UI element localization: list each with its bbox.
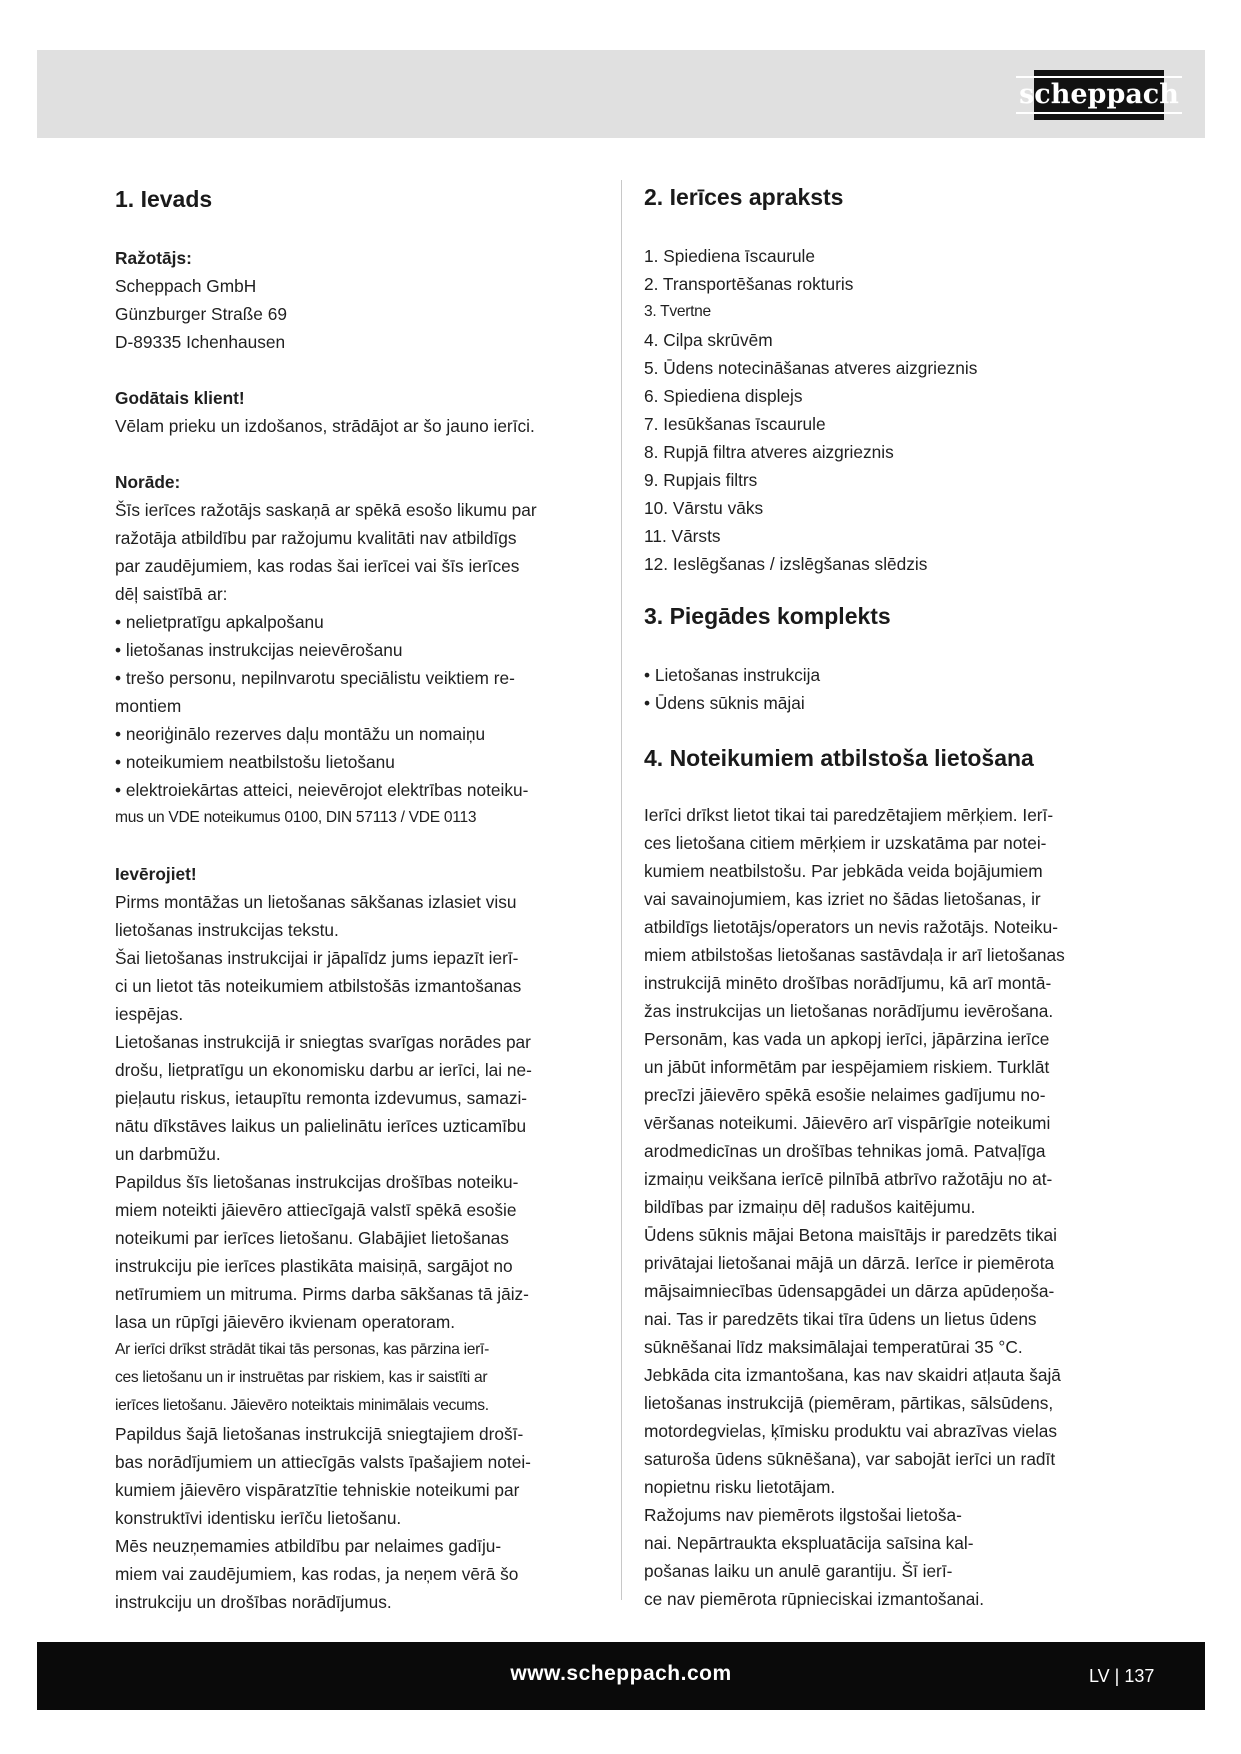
usage-line: precīzi jāievēro spēkā esošie nelaimes gadījumu no- (644, 1085, 1046, 1105)
manufacturer-line: D-89335 Ichenhausen (115, 332, 286, 352)
attention-line: kumiem jāievēro vispāratzītie tehniskie noteikumi par (115, 1480, 520, 1500)
part-item: 1. Spiediena īscaurule (644, 246, 816, 266)
attention-line: ces lietošanu un ir instruētas par riskiem, kas ir saistīti ar (115, 1369, 488, 1386)
usage-line: arodmedicīnas un drošības tehnikas jomā. Patvaļīga (644, 1141, 1046, 1161)
part-item: 12. Ieslēgšanas / izslēgšanas slēdzis (644, 554, 928, 574)
list-item: • neoriģinālo rezerves daļu montāžu un nomaiņu (115, 724, 486, 744)
manufacturer-line: Günzburger Straße 69 (115, 304, 287, 324)
usage-line: bildības par izmaiņu dēļ radušos kaitējumu. (644, 1197, 976, 1217)
section-heading-scope-of-delivery: 3. Piegādes komplekts (644, 603, 891, 629)
attention-line: Lietošanas instrukcijā ir sniegtas svarīgas norādes par (115, 1032, 531, 1052)
attention-line: bas norādījumiem un attiecīgās valsts īpašajiem notei- (115, 1452, 531, 1472)
list-item: mus un VDE noteikumus 0100, DIN 57113 / VDE 0113 (115, 809, 477, 826)
note-line: par zaudējumiem, kas rodas šai ierīcei vai šīs ierīces (115, 556, 520, 576)
usage-line: vēršanas noteikumi. Jāievēro arī vispārīgie noteikumi (644, 1113, 1051, 1133)
attention-line: miem vai zaudējumiem, kas rodas, ja neņem vērā šo (115, 1564, 519, 1584)
usage-line: ces lietošana citiem mērķiem ir uzskatāma par notei- (644, 833, 1047, 853)
greeting-label: Godātais klient! (115, 388, 245, 408)
attention-line: ci un lietot tās noteikumiem atbilstošās izmantošanas (115, 976, 522, 996)
attention-line: Pirms montāžas un lietošanas sākšanas izlasiet visu (115, 892, 517, 912)
footer-website-link[interactable]: www.scheppach.com (510, 1662, 732, 1685)
attention-line: lietošanas instrukcijas tekstu. (115, 920, 339, 940)
part-item: 11. Vārsts (644, 526, 721, 546)
manufacturer-label: Ražotājs: (115, 248, 192, 268)
usage-line: ce nav piemērota rūpnieciskai izmantošanai. (644, 1589, 985, 1609)
note-line: Šīs ierīces ražotājs saskaņā ar spēkā esošo likumu par (115, 500, 537, 520)
usage-line: nai. Nepārtraukta ekspluatācija saīsina kal- (644, 1533, 974, 1553)
usage-line: sūknēšanai līdz maksimālajai temperatūrai 35 °C. (644, 1337, 1023, 1357)
note-label: Norāde: (115, 472, 181, 492)
attention-line: konstruktīvi identisku ierīču lietošanu. (115, 1508, 402, 1528)
scope-item: • Ūdens sūknis mājai (644, 693, 805, 713)
part-item: 8. Rupjā filtra atveres aizgrieznis (644, 442, 894, 462)
usage-line: instrukcijā minēto drošības norādījumu, kā arī montā- (644, 973, 1052, 993)
attention-line: miem noteikti jāievēro attiecīgajā valstī spēkā esošie (115, 1200, 517, 1220)
part-item: 6. Spiediena displejs (644, 386, 803, 406)
usage-line: žas instrukcijas un lietošanas norādījumu ievērošana. (644, 1001, 1054, 1021)
usage-line: izmaiņu veikšana ierīcē pilnībā atbrīvo ražotāju no at- (644, 1169, 1053, 1189)
note-line: ražotāja atbildību par ražojumu kvalitāti nav atbildīgs (115, 528, 517, 548)
list-item: montiem (115, 696, 182, 716)
scope-item: • Lietošanas instrukcija (644, 665, 821, 685)
attention-line: pieļautu riskus, ietaupītu remonta izdevumus, samazi- (115, 1088, 528, 1108)
section-heading-introduction: 1. Ievads (115, 186, 213, 212)
part-item: 5. Ūdens notecināšanas atveres aizgrieznis (644, 358, 978, 378)
part-item: 3. Tvertne (644, 303, 711, 320)
usage-line: Jebkāda cita izmantošana, kas nav skaidri atļauta šajā (644, 1365, 1061, 1385)
attention-line: netīrumiem un mitruma. Pirms darba sākšanas tā jāiz- (115, 1284, 529, 1304)
list-item: • noteikumiem neatbilstošu lietošanu (115, 752, 395, 772)
usage-line: nopietnu risku lietotājam. (644, 1477, 836, 1497)
attention-line: Ar ierīci drīkst strādāt tikai tās personas, kas pārzina ierī- (115, 1341, 489, 1358)
usage-line: saturoša ūdens sūknēšana), var sabojāt ierīci un radīt (644, 1449, 1056, 1469)
usage-line: kumiem neatbilstošu. Par jebkāda veida bojājumiem (644, 861, 1043, 881)
usage-line: pošanas laiku un anulē garantiju. Šī ierī- (644, 1561, 953, 1581)
section-heading-intended-use: 4. Noteikumiem atbilstoša lietošana (644, 745, 1034, 771)
usage-line: Ierīci drīkst lietot tikai tai paredzētajiem mērķiem. Ierī- (644, 805, 1054, 825)
attention-line: Papildus šīs lietošanas instrukcijas drošības noteiku- (115, 1172, 519, 1192)
list-item: • trešo personu, nepilnvarotu speciālistu veiktiem re- (115, 668, 515, 688)
page-number: LV | 137 (1089, 1666, 1155, 1686)
usage-line: privātajai lietošanai mājā un dārzā. Ierīce ir piemērota (644, 1253, 1055, 1273)
attention-line: Šai lietošanas instrukcijai ir jāpalīdz jums iepazīt ierī- (115, 948, 519, 968)
usage-line: atbildīgs lietotājs/operators un nevis ražotājs. Noteiku- (644, 917, 1058, 937)
part-item: 4. Cilpa skrūvēm (644, 330, 773, 350)
attention-line: Mēs neuzņemamies atbildību par nelaimes gadīju- (115, 1536, 502, 1556)
attention-line: ierīces lietošanu. Jāievēro noteiktais minimālais vecums. (115, 1397, 489, 1414)
attention-line: un darbmūžu. (115, 1144, 221, 1164)
note-line: dēļ saistībā ar: (115, 584, 228, 604)
usage-line: mājsaimniecības ūdensapgādei un dārza apūdeņoša- (644, 1281, 1055, 1301)
greeting-text: Vēlam prieku un izdošanos, strādājot ar šo jauno ierīci. (115, 416, 535, 436)
attention-line: iespējas. (115, 1004, 184, 1024)
attention-line: instrukciju pie ierīces plastikāta maisiņā, sargājot no (115, 1256, 513, 1276)
list-item: • lietošanas instrukcijas neievērošanu (115, 640, 403, 660)
usage-line: vai savainojumiem, kas izriet no šādas lietošanas, ir (644, 889, 1041, 909)
usage-line: miem atbilstošas lietošanas sastāvdaļa ir arī lietošanas (644, 945, 1065, 965)
attention-line: drošu, lietpratīgu un ekonomisku darbu ar ierīci, lai ne- (115, 1060, 532, 1080)
part-item: 9. Rupjais filtrs (644, 470, 758, 490)
usage-line: Personām, kas vada un apkopj ierīci, jāpārzina ierīce (644, 1029, 1050, 1049)
attention-line: noteikumi par ierīces lietošanu. Glabājiet lietošanas (115, 1228, 509, 1248)
usage-line: lietošanas instrukcijā (piemēram, pārtikas, sālsūdens, (644, 1393, 1054, 1413)
list-item: • elektroiekārtas atteici, neievērojot elektrības noteiku- (115, 780, 529, 800)
attention-label: Ievērojiet! (115, 864, 197, 884)
attention-line: nātu dīkstāves laikus un palielinātu ierīces uzticamību (115, 1116, 527, 1136)
usage-line: Ražojums nav piemērots ilgstošai lietoša- (644, 1505, 962, 1525)
part-item: 2. Transportēšanas rokturis (644, 274, 854, 294)
part-item: 7. Iesūkšanas īscaurule (644, 414, 826, 434)
column-divider (621, 180, 622, 1600)
part-item: 10. Vārstu vāks (644, 498, 764, 518)
attention-line: instrukciju un drošības norādījumus. (115, 1592, 392, 1612)
usage-line: motordegvielas, ķīmisku produktu vai abrazīvas vielas (644, 1421, 1058, 1441)
attention-line: lasa un rūpīgi jāievēro ikvienam operatoram. (115, 1312, 456, 1332)
list-item: • nelietpratīgu apkalpošanu (115, 612, 324, 632)
usage-line: nai. Tas ir paredzēts tikai tīra ūdens un lietus ūdens (644, 1309, 1037, 1329)
manufacturer-line: Scheppach GmbH (115, 276, 257, 296)
usage-line: un jābūt informētām par iespējamiem riskiem. Turklāt (644, 1057, 1050, 1077)
section-heading-device-description: 2. Ierīces apraksts (644, 184, 844, 210)
attention-line: Papildus šajā lietošanas instrukcijā sniegtajiem drošī- (115, 1424, 524, 1444)
footer-bar (37, 1642, 1205, 1710)
usage-line: Ūdens sūknis mājai Betona maisītājs ir paredzēts tikai (644, 1225, 1058, 1245)
scheppach-logo: scheppach (1034, 70, 1164, 120)
